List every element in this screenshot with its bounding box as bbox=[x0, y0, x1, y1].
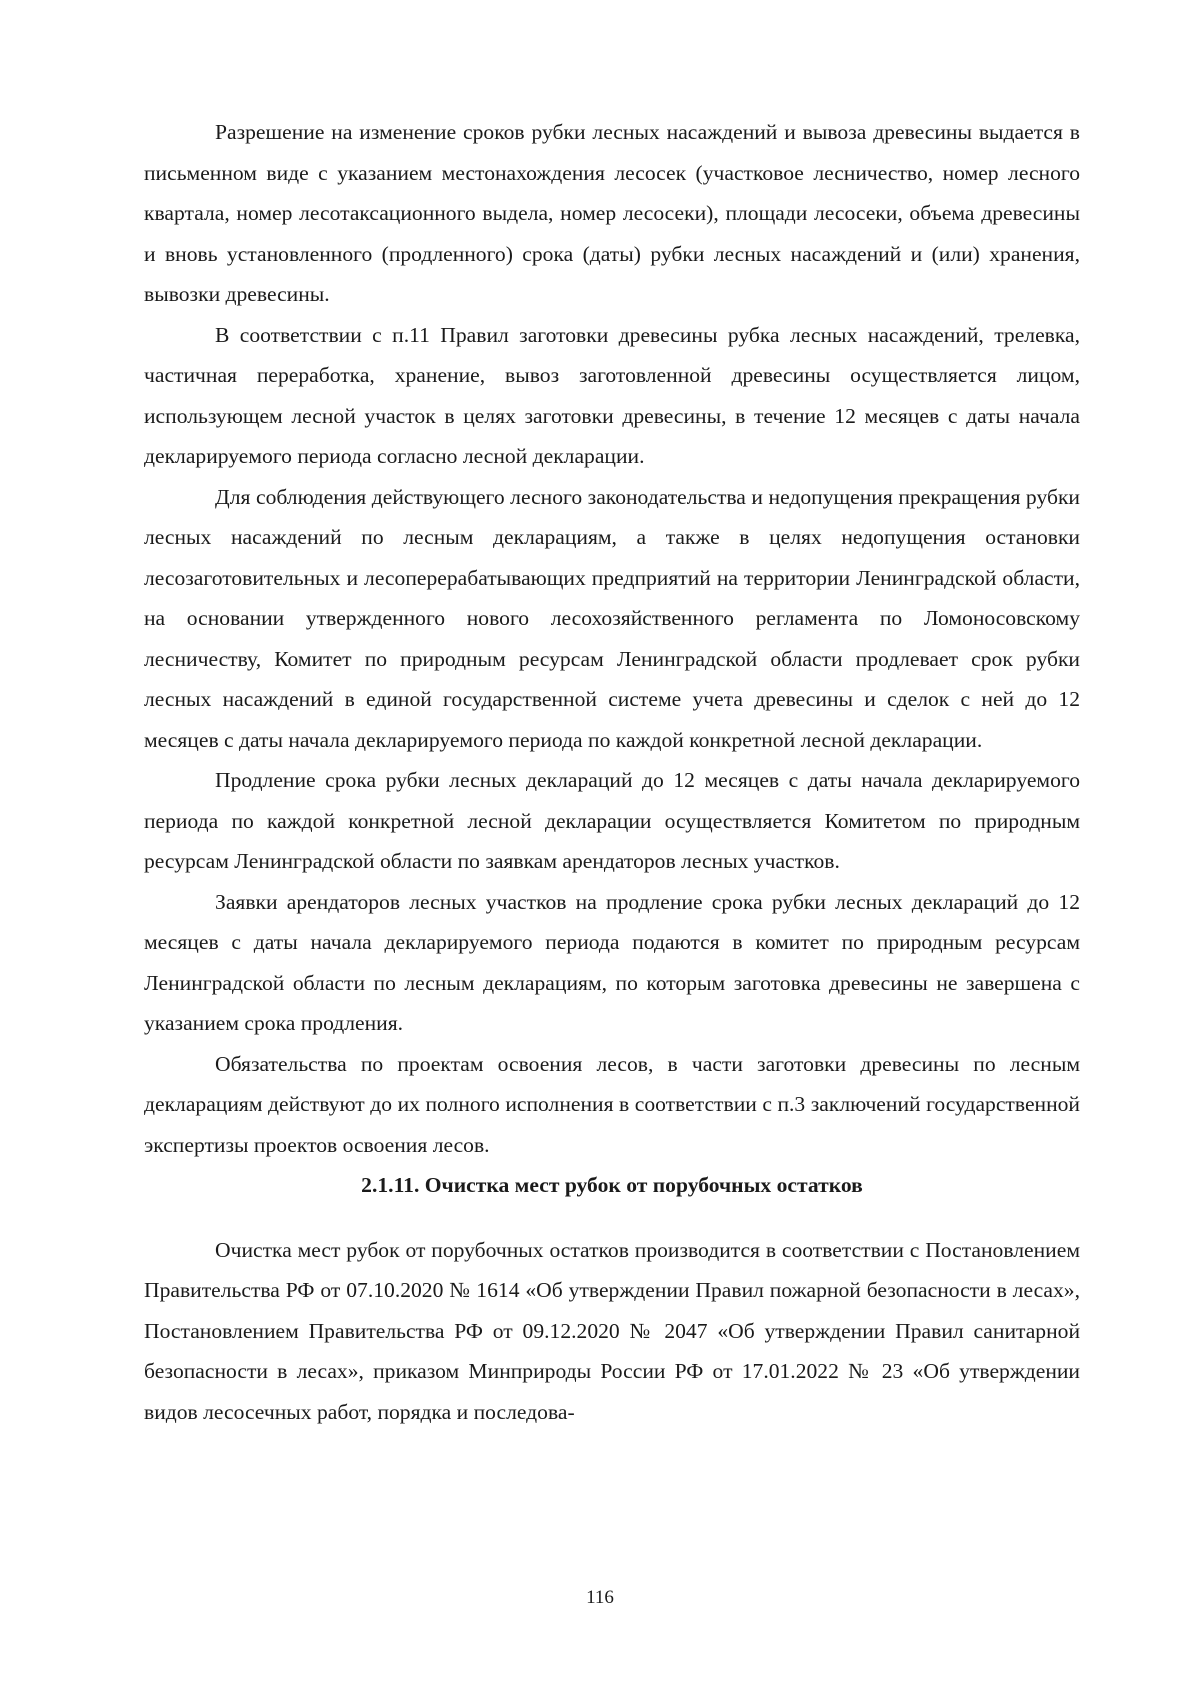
section-heading: 2.1.11. Очистка мест рубок от порубочных остатков bbox=[361, 1173, 863, 1197]
paragraph-extension-permit: Разрешение на изменение сроков рубки лесных насаждений и вывоза древесины выдается в письменном виде с указанием местонахождения лесосек (участковое лесничество, номер лесного квартала, номер лесотаксационного выдела, номер лесосеки), площади лесосеки, объема древесины и вновь установленного (продленного) срока (даты) рубки лесных насаждений и (или) хранения, вывозки древесины. bbox=[144, 120, 1080, 306]
paragraph-obligations: Обязательства по проектам освоения лесов, в части заготовки древесины по лесным декларациям действуют до их полного исполнения в соответствии с п.3 заключений государственной экспертизы проектов освоения лесов. bbox=[144, 1051, 1080, 1157]
document-page bbox=[144, 112, 1080, 1612]
paragraph-cleanup: Очистка мест рубок от порубочных остатков производится в соответствии с Постановлением Правительства РФ от 07.10.2020 № 1614 «Об утверждении Правил пожарной безопасности в лесах», Постановлением Правительства РФ от 09.12.2020 № 2047 «Об утверждении Правил санитарной безопасности в лесах», приказом Минприроды России РФ от 17.01.2022 № 23 «Об утверждении видов лесосечных работ, порядка и последова- bbox=[144, 1237, 1080, 1424]
paragraph-compliance: Для соблюдения действующего лесного законодательства и недопущения прекращения рубки лесных насаждений по лесным декларациям, а также в целях недопущения остановки лесозаготовительных и лесоперерабатывающих предприятий на территории Ленинградской области, на основании утвержденного нового лесохозяйственного регламента по Ломоносовскому лесничеству, Комитет по природным ресурсам Ленинградской области продлевает срок рубки лесных насаждений в единой государственной системе учета древесины и сделок с ней до 12 месяцев с даты начала декларируемого периода по каждой конкретной лесной декларации. bbox=[144, 484, 1080, 752]
paragraph-harvest-rules: В соответствии с п.11 Правил заготовки древесины рубка лесных насаждений, трелевка, частичная переработка, хранение, вывоз заготовленной древесины осуществляется лицом, использующем лесной участок в целях заготовки древесины, в течение 12 месяцев с даты начала декларируемого периода согласно лесной декларации. bbox=[144, 322, 1080, 468]
page-number: 116 bbox=[586, 1587, 614, 1608]
paragraph-tenant-requests: Заявки арендаторов лесных участков на продление срока рубки лесных деклараций до 12 месяцев с даты начала декларируемого периода подаются в комитет по природным ресурсам Ленинградской области по лесным декларациям, по которым заготовка древесины не завершена с указанием срока продления. bbox=[144, 889, 1080, 1035]
paragraph-extension-procedure: Продление срока рубки лесных деклараций до 12 месяцев с даты начала декларируемого периода по каждой конкретной лесной декларации осуществляется Комитетом по природным ресурсам Ленинградской области по заявкам арендаторов лесных участков. bbox=[144, 768, 1080, 873]
